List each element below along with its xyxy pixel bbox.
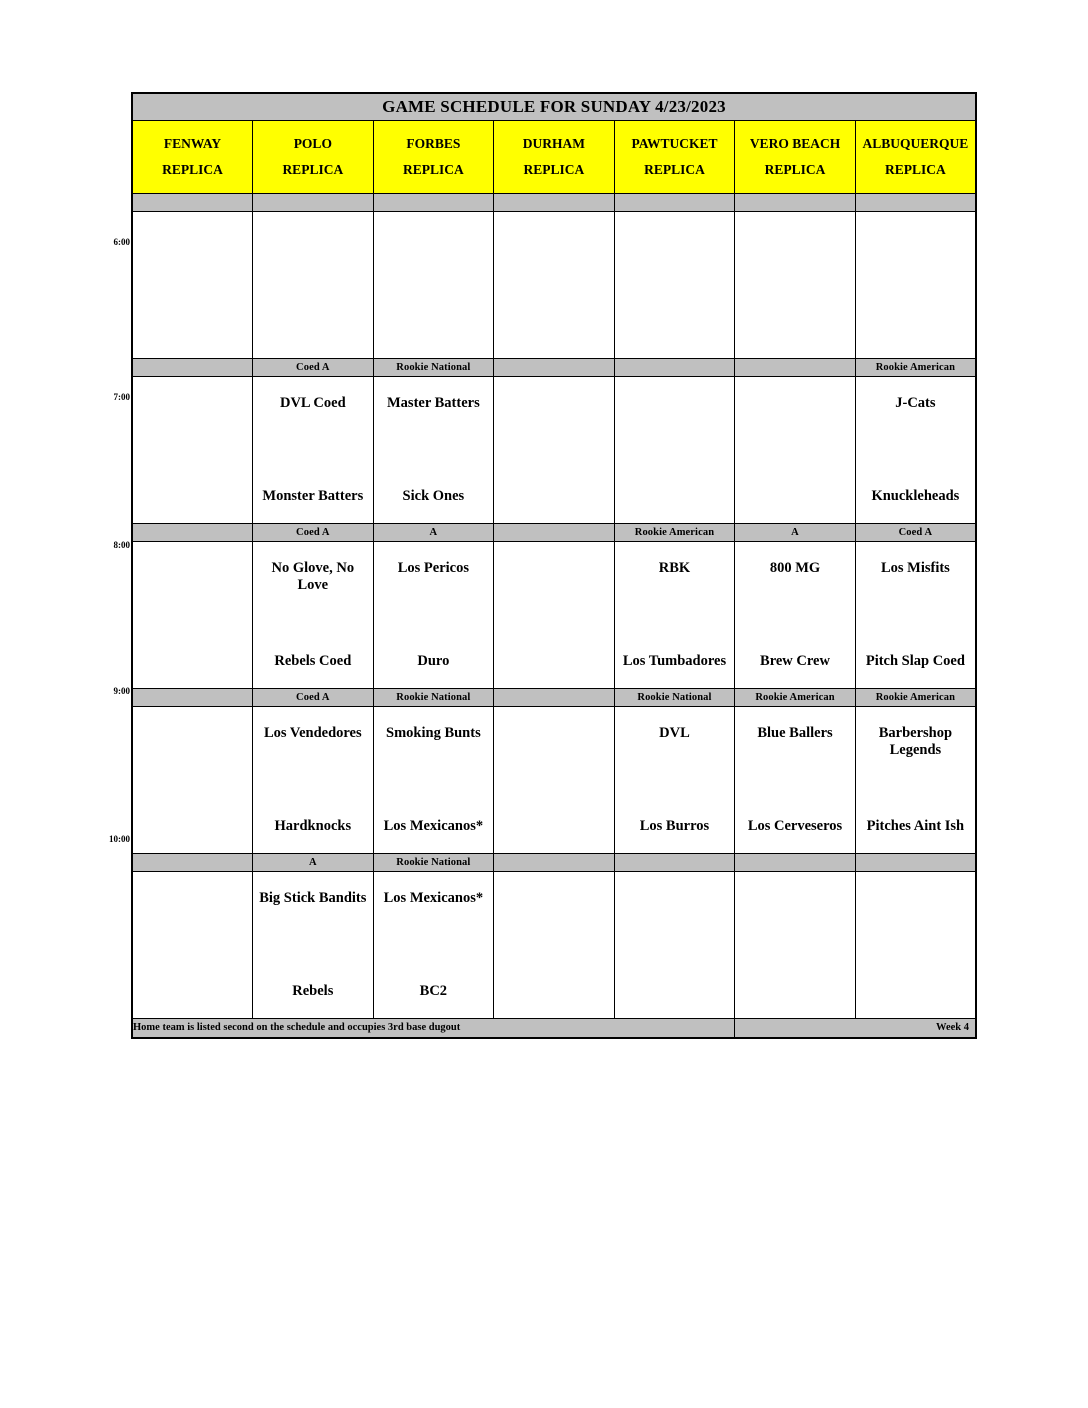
league-cell: [494, 854, 615, 872]
game-cell: [253, 707, 374, 854]
field-header-polo: [253, 121, 374, 194]
away-team: Master Batters: [386, 395, 480, 411]
game-cell: [735, 377, 856, 524]
league-strip-row-7: [132, 359, 976, 377]
league-cell: [132, 524, 253, 542]
league-cell: [735, 194, 856, 212]
home-team: Hardknocks: [274, 818, 352, 835]
game-cell: [494, 212, 615, 359]
footer-note: Home team is listed second on the schedule and occupies 3rd base dugout: [132, 1019, 735, 1039]
away-team: Barbershop Legends: [878, 725, 953, 758]
game-cell: [373, 377, 494, 524]
field-name: POLO: [293, 136, 332, 152]
game-row-7: [132, 377, 976, 524]
home-team: Rebels Coed: [274, 653, 352, 670]
home-team: Brew Crew: [760, 653, 830, 670]
game-cell: [132, 707, 253, 854]
schedule-title-row: [132, 93, 976, 121]
game-cell: [614, 377, 735, 524]
league-cell: Rookie American: [735, 689, 856, 707]
home-team: Sick Ones: [402, 488, 465, 505]
away-team: J-Cats: [895, 395, 936, 411]
field-sub: REPLICA: [402, 162, 464, 177]
away-team: Blue Ballers: [757, 725, 833, 741]
home-team: Monster Batters: [262, 488, 364, 505]
page-title: GAME SCHEDULE FOR SUNDAY 4/23/2023: [132, 93, 976, 121]
game-cell: [614, 872, 735, 1019]
league-cell: [855, 194, 976, 212]
league-cell: A: [253, 854, 374, 872]
league-cell: [494, 359, 615, 377]
field-header-fenway: [132, 121, 253, 194]
away-team: Smoking Bunts: [386, 725, 481, 741]
home-team: Knuckleheads: [871, 488, 960, 505]
away-team: DVL Coed: [279, 395, 346, 411]
away-team: DVL: [659, 725, 690, 741]
game-cell: [373, 212, 494, 359]
game-cell: [855, 707, 976, 854]
league-cell: [614, 854, 735, 872]
league-cell: Rookie National: [373, 359, 494, 377]
league-cell: [494, 689, 615, 707]
game-cell: [132, 872, 253, 1019]
home-team: BC2: [419, 983, 448, 1000]
schedule-table: [131, 92, 977, 1039]
field-name: DURHAM: [522, 136, 586, 152]
game-cell: [855, 872, 976, 1019]
time-label-7: 7:00: [113, 392, 130, 402]
time-label-6: 6:00: [113, 237, 130, 247]
game-row-8: [132, 542, 976, 689]
game-cell: [855, 377, 976, 524]
away-team: No Glove, No Love: [271, 560, 355, 593]
field-header-row: [132, 121, 976, 194]
league-cell: A: [373, 524, 494, 542]
league-strip-row-6: [132, 194, 976, 212]
league-cell: Coed A: [253, 359, 374, 377]
game-cell: [735, 212, 856, 359]
home-team: Duro: [417, 653, 450, 670]
game-cell: [855, 212, 976, 359]
league-cell: Rookie American: [855, 359, 976, 377]
league-strip-row-8: [132, 524, 976, 542]
game-cell: [614, 707, 735, 854]
league-cell: [614, 194, 735, 212]
away-team: Los Misfits: [880, 560, 950, 576]
game-cell: [735, 872, 856, 1019]
game-row-10: [132, 872, 976, 1019]
league-cell: [735, 854, 856, 872]
field-header-durham: [494, 121, 615, 194]
league-cell: Coed A: [253, 689, 374, 707]
game-cell: [253, 212, 374, 359]
game-cell: [614, 542, 735, 689]
game-cell: [614, 212, 735, 359]
game-cell: [373, 872, 494, 1019]
game-cell: [132, 377, 253, 524]
home-team: Los Burros: [639, 818, 710, 835]
schedule-footer-row: [132, 1019, 976, 1039]
league-cell: [494, 524, 615, 542]
league-strip-row-9: [132, 689, 976, 707]
game-cell: [494, 707, 615, 854]
league-cell: Rookie American: [855, 689, 976, 707]
field-name: PAWTUCKET: [631, 136, 718, 152]
league-cell: [614, 359, 735, 377]
game-cell: [735, 707, 856, 854]
home-team: Pitch Slap Coed: [865, 653, 965, 670]
home-team: Rebels: [292, 983, 334, 1000]
game-cell: [132, 212, 253, 359]
league-cell: [855, 854, 976, 872]
field-name: ALBUQUERQUE: [862, 136, 969, 152]
home-team: Pitches Aint Ish: [866, 818, 965, 835]
game-cell: [494, 872, 615, 1019]
time-label-9: 9:00: [113, 686, 130, 696]
game-cell: [253, 872, 374, 1019]
league-cell: Rookie National: [373, 854, 494, 872]
field-header-vero-beach: [735, 121, 856, 194]
field-header-pawtucket: [614, 121, 735, 194]
schedule-sheet: [131, 92, 977, 1039]
field-sub: REPLICA: [764, 162, 826, 177]
league-cell: Rookie American: [614, 524, 735, 542]
field-sub: REPLICA: [644, 162, 705, 177]
field-name: VERO BEACH: [749, 136, 841, 152]
game-cell: [253, 542, 374, 689]
away-team: Los Vendedores: [264, 725, 362, 741]
game-cell: [494, 542, 615, 689]
league-cell: A: [735, 524, 856, 542]
week-label: Week 4: [735, 1019, 976, 1039]
home-team: Los Cerveseros: [747, 818, 843, 835]
league-cell: [735, 359, 856, 377]
league-cell: [132, 854, 253, 872]
field-sub: REPLICA: [885, 162, 946, 177]
home-team: Los Tumbadores: [622, 653, 727, 670]
league-cell: Rookie National: [614, 689, 735, 707]
game-cell: [855, 542, 976, 689]
league-cell: [132, 194, 253, 212]
field-header-albuquerque: [855, 121, 976, 194]
game-row-6: [132, 212, 976, 359]
time-label-10: 10:00: [109, 834, 130, 844]
field-header-forbes: [373, 121, 494, 194]
away-team: Los Mexicanos*: [383, 890, 484, 906]
league-cell: [253, 194, 374, 212]
game-cell: [735, 542, 856, 689]
league-strip-row-10: [132, 854, 976, 872]
league-cell: [494, 194, 615, 212]
league-cell: Coed A: [855, 524, 976, 542]
league-cell: [373, 194, 494, 212]
game-cell: [373, 542, 494, 689]
field-sub: REPLICA: [282, 162, 344, 177]
game-cell: [253, 377, 374, 524]
game-row-9: [132, 707, 976, 854]
game-cell: [132, 542, 253, 689]
away-team: Los Pericos: [397, 560, 469, 576]
away-team: RBK: [658, 560, 691, 576]
game-cell: [494, 377, 615, 524]
field-name: FORBES: [406, 136, 461, 152]
home-team: Los Mexicanos*: [383, 818, 484, 835]
away-team: 800 MG: [769, 560, 821, 576]
league-cell: Coed A: [253, 524, 374, 542]
game-cell: [373, 707, 494, 854]
away-team: Big Stick Bandits: [259, 890, 367, 906]
league-cell: [132, 359, 253, 377]
time-label-8: 8:00: [113, 540, 130, 550]
field-name: FENWAY: [163, 136, 222, 152]
field-sub: REPLICA: [523, 162, 585, 177]
field-sub: REPLICA: [162, 162, 223, 177]
league-cell: [132, 689, 253, 707]
league-cell: Rookie National: [373, 689, 494, 707]
